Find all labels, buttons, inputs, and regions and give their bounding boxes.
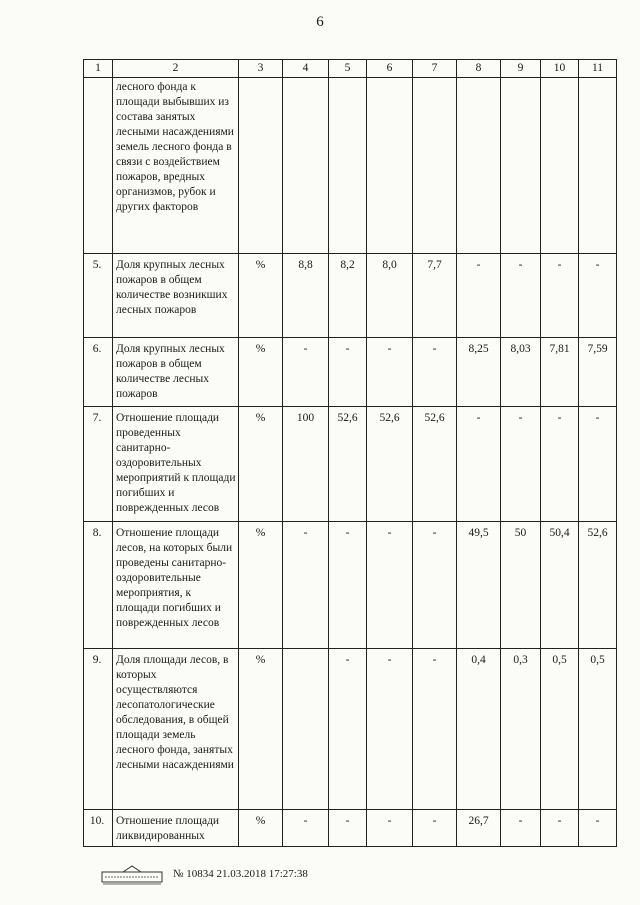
header-cell: 10 — [541, 60, 579, 78]
value-cell: - — [579, 407, 617, 522]
row-number: 6. — [84, 338, 113, 407]
value-cell — [283, 78, 329, 254]
indicator-name: Отношение площади ликвидированных — [113, 810, 239, 847]
row-number: 9. — [84, 649, 113, 810]
header-cell: 6 — [367, 60, 413, 78]
value-cell: 52,6 — [413, 407, 457, 522]
registration-footer — [101, 862, 431, 888]
table-row — [84, 407, 617, 522]
value-cell: - — [367, 522, 413, 649]
value-cell — [501, 78, 541, 254]
indicators-table — [83, 59, 617, 847]
page-number: 6 — [316, 14, 324, 30]
indicator-name: Доля крупных лесных пожаров в общем количестве возникших лесных пожаров — [113, 254, 239, 338]
value-cell: - — [457, 407, 501, 522]
value-cell: - — [413, 338, 457, 407]
indicator-name: Отношение площади лесов, на которых были проведены санитарно-оздоровительные мероприятия, к площади погибших и поврежденных лесов — [113, 522, 239, 649]
value-cell: - — [541, 407, 579, 522]
value-cell: - — [329, 810, 367, 847]
value-cell: 7,7 — [413, 254, 457, 338]
value-cell: 52,6 — [579, 522, 617, 649]
table-header-row — [84, 60, 617, 78]
value-cell — [283, 649, 329, 810]
header-cell: 8 — [457, 60, 501, 78]
registry-stamp-logo — [101, 864, 163, 886]
value-cell: 8,0 — [367, 254, 413, 338]
header-cell: 11 — [579, 60, 617, 78]
value-cell: - — [367, 810, 413, 847]
value-cell: 50,4 — [541, 522, 579, 649]
value-cell: - — [283, 338, 329, 407]
table-row — [84, 810, 617, 847]
indicator-name: лесного фонда к площади выбывших из состава занятых лесными насаждениями земель лесного фонда в связи с воздействием пожаров, вредных организмов, рубок и других факторов — [113, 78, 239, 254]
value-cell: 8,25 — [457, 338, 501, 407]
value-cell: 50 — [501, 522, 541, 649]
table-row — [84, 254, 617, 338]
unit-cell: % — [239, 649, 283, 810]
value-cell: - — [413, 522, 457, 649]
value-cell: - — [501, 407, 541, 522]
value-cell: - — [283, 522, 329, 649]
value-cell — [579, 78, 617, 254]
header-cell: 4 — [283, 60, 329, 78]
header-cell: 3 — [239, 60, 283, 78]
unit-cell: % — [239, 810, 283, 847]
value-cell — [329, 78, 367, 254]
value-cell: 52,6 — [367, 407, 413, 522]
value-cell — [413, 78, 457, 254]
indicator-name: Доля крупных лесных пожаров в общем количестве лесных пожаров — [113, 338, 239, 407]
header-cell: 2 — [113, 60, 239, 78]
value-cell: - — [541, 254, 579, 338]
value-cell: 8,03 — [501, 338, 541, 407]
value-cell: 8,8 — [283, 254, 329, 338]
indicator-name: Отношение площади проведенных санитарно-оздоровительных мероприятий к площади погибших и поврежденных лесов — [113, 407, 239, 522]
row-number: 7. — [84, 407, 113, 522]
value-cell: 0,5 — [541, 649, 579, 810]
value-cell: - — [501, 254, 541, 338]
value-cell: 7,59 — [579, 338, 617, 407]
unit-cell: % — [239, 254, 283, 338]
unit-cell: % — [239, 338, 283, 407]
header-cell: 7 — [413, 60, 457, 78]
unit-cell: % — [239, 522, 283, 649]
table-row — [84, 338, 617, 407]
value-cell: 0,5 — [579, 649, 617, 810]
value-cell: - — [579, 254, 617, 338]
value-cell: - — [501, 810, 541, 847]
value-cell: - — [457, 254, 501, 338]
value-cell: 26,7 — [457, 810, 501, 847]
value-cell: - — [579, 810, 617, 847]
value-cell — [457, 78, 501, 254]
indicator-name: Доля площади лесов, в которых осуществляются лесопатологические обследования, в общей площади земель лесного фонда, занятых лесными насаждениями — [113, 649, 239, 810]
row-number — [84, 78, 113, 254]
value-cell: - — [413, 810, 457, 847]
value-cell: - — [541, 810, 579, 847]
value-cell: - — [329, 338, 367, 407]
value-cell: - — [329, 522, 367, 649]
registration-stamp-text: № 10834 21.03.2018 17:27:38 — [173, 868, 308, 880]
value-cell — [367, 78, 413, 254]
header-cell: 5 — [329, 60, 367, 78]
row-number: 10. — [84, 810, 113, 847]
value-cell: - — [413, 649, 457, 810]
unit-cell: % — [239, 407, 283, 522]
row-number: 8. — [84, 522, 113, 649]
value-cell: - — [283, 810, 329, 847]
value-cell: 0,4 — [457, 649, 501, 810]
table-row — [84, 649, 617, 810]
header-cell: 9 — [501, 60, 541, 78]
table-row — [84, 78, 617, 254]
value-cell: - — [329, 649, 367, 810]
value-cell: 8,2 — [329, 254, 367, 338]
value-cell: 7,81 — [541, 338, 579, 407]
value-cell: - — [367, 338, 413, 407]
unit-cell — [239, 78, 283, 254]
value-cell: 49,5 — [457, 522, 501, 649]
value-cell: 52,6 — [329, 407, 367, 522]
header-cell: 1 — [84, 60, 113, 78]
value-cell: 0,3 — [501, 649, 541, 810]
value-cell — [541, 78, 579, 254]
table-row — [84, 522, 617, 649]
value-cell: 100 — [283, 407, 329, 522]
row-number: 5. — [84, 254, 113, 338]
value-cell: - — [367, 649, 413, 810]
